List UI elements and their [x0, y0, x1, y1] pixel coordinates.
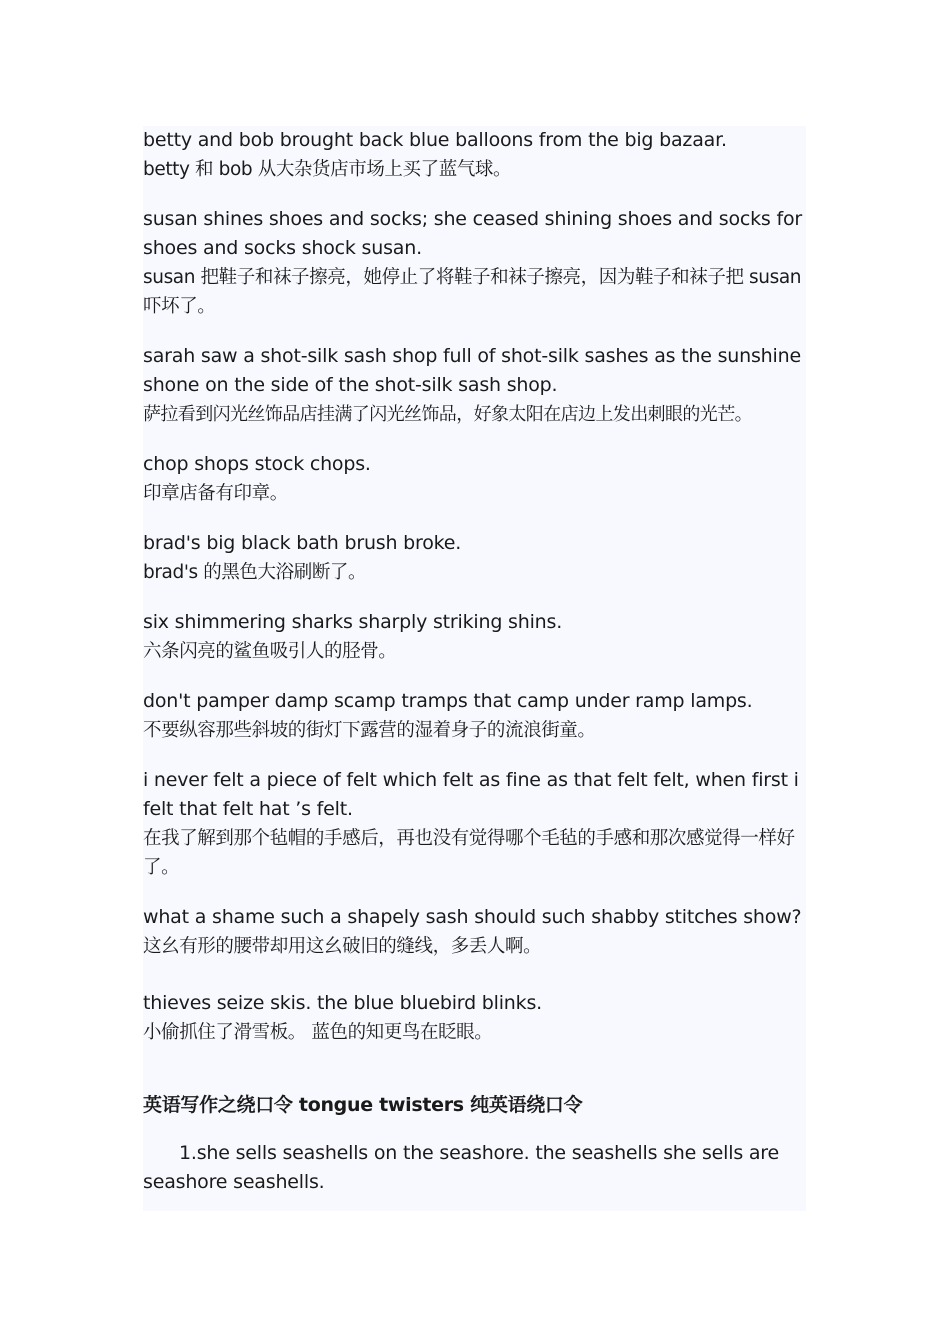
tongue-twister-pair: [143, 989, 806, 1047]
section-heading: 英语写作之绕口令 tongue twisters 纯英语绕口令: [143, 1094, 583, 1116]
document-body: [143, 126, 806, 1211]
chinese-line: 这幺有形的腰带却用这幺破旧的缝线，多丢人啊。: [143, 936, 542, 957]
english-line: thieves seize skis. the blue bluebird blinks.: [143, 992, 542, 1014]
english-line: brad's big black bath brush broke.: [143, 532, 462, 554]
chinese-line: 不要纵容那些斜坡的街灯下露营的湿着身子的流浪街童。: [143, 720, 596, 741]
tongue-twister-pair: [143, 766, 806, 882]
english-line: sarah saw a shot-silk sash shop full of shot-silk sashes as the sunshine shone on the side of the shot-silk sash shop.: [143, 345, 801, 396]
numbered-item: [143, 1139, 806, 1197]
tongue-twister-pair: [143, 450, 806, 508]
english-line: i never felt a piece of felt which felt as fine as that felt felt, when first i felt that felt hat ’s felt.: [143, 769, 799, 820]
english-line: six shimmering sharks sharply striking shins.: [143, 611, 563, 633]
tongue-twister-pair: [143, 687, 806, 745]
chinese-line: susan 把鞋子和袜子擦亮，她停止了将鞋子和袜子擦亮，因为鞋子和袜子把 susan 吓坏了。: [143, 267, 802, 317]
chinese-line: 六条闪亮的鲨鱼吸引人的胫骨。: [143, 641, 397, 662]
tongue-twister-pair: [143, 126, 806, 184]
chinese-line: 印章店备有印章。: [143, 483, 288, 504]
tongue-twister-pair: [143, 608, 806, 666]
chinese-line: betty 和 bob 从大杂货店市场上买了蓝气球。: [143, 159, 512, 180]
english-line: chop shops stock chops.: [143, 453, 371, 475]
tongue-twister-pair: [143, 903, 806, 961]
english-line: don't pamper damp scamp tramps that camp under ramp lamps.: [143, 690, 753, 712]
tongue-twister-pair: [143, 529, 806, 587]
tongue-twister-pair: [143, 342, 806, 429]
english-line: betty and bob brought back blue balloons from the big bazaar.: [143, 129, 727, 151]
numbered-item-text: 1.she sells seashells on the seashore. the seashells she sells are seashore seashells.: [143, 1142, 779, 1193]
chinese-line: 在我了解到那个毡帽的手感后，再也没有觉得哪个毛毡的手感和那次感觉得一样好了。: [143, 828, 795, 878]
chinese-line: 小偷抓住了滑雪板。 蓝色的知更鸟在眨眼。: [143, 1022, 493, 1043]
chinese-line: 萨拉看到闪光丝饰品店挂满了闪光丝饰品，好象太阳在店边上发出刺眼的光芒。: [143, 404, 752, 425]
english-line: what a shame such a shapely sash should such shabby stitches show?: [143, 906, 802, 928]
chinese-line: brad's 的黑色大浴刷断了。: [143, 562, 367, 583]
english-line: susan shines shoes and socks; she ceased shining shoes and socks for shoes and socks shock susan.: [143, 208, 802, 259]
tongue-twister-pair: [143, 205, 806, 321]
